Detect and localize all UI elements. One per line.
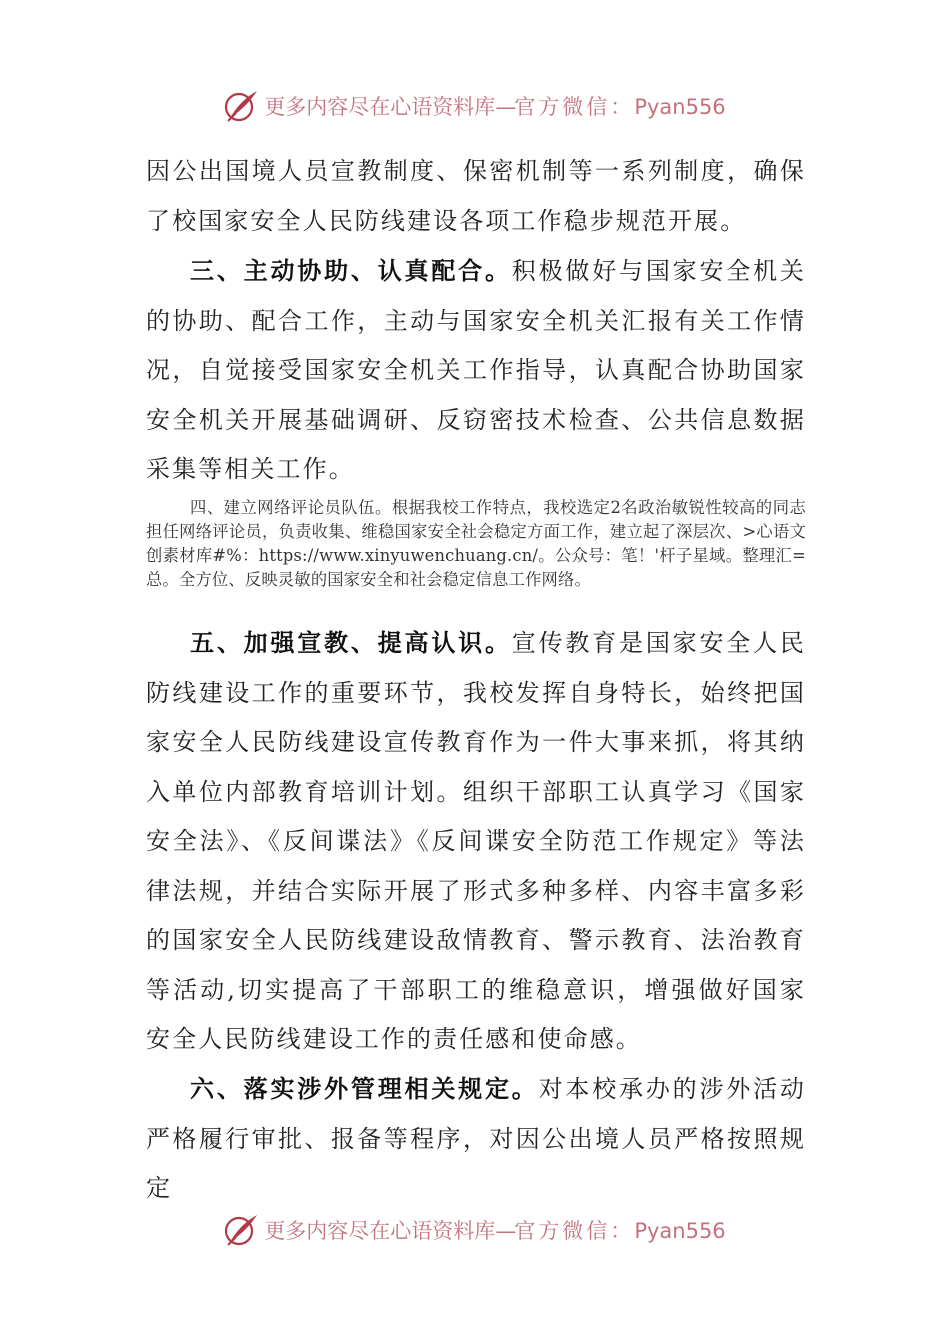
footer-watermark [0, 1208, 950, 1252]
watermark-account: Pyan556 [634, 1219, 726, 1243]
paragraph-continued: 因公出国境人员宣教制度、保密机制等一系列制度，确保了校国家安全人民防线建设各项工作稳步规范开展。 [146, 157, 806, 235]
section-three-body: 积极做好与国家安全机关的协助、配合工作，主动与国家安全机关汇报有关工作情况，自觉接受国家安全机关工作指导，认真配合协助国家安全机关开展基础调研、反窃密技术检查、公共信息数据采集等相关工作。 [146, 257, 806, 483]
watermark-official: 官方微信： [514, 1219, 635, 1243]
watermark-official: 官方微信： [514, 95, 635, 119]
watermark-brand: 更多内容尽在心语资料库 [264, 95, 496, 119]
section-six-body: 对本校承办的涉外活动严格履行审批、报备等程序，对因公出境人员严格按照规定 [146, 1075, 806, 1202]
paragraph-section-six [146, 1064, 806, 1214]
paragraph-section-five [146, 618, 806, 1065]
feather-pen-logo-icon [224, 88, 260, 124]
paragraph-section-four: 四、建立网络评论员队伍。根据我校工作特点，我校选定2名政治敏锐性较高的同志担任网络评论员，负责收集、维稳国家安全社会稳定方面工作，建立起了深层次、>心语文创素材库#%：https://www.xinyuwenchuang.cn/。公众号：笔！'杆子星域。整理汇=总。全方位、反映灵敏的国家安全和社会稳定信息工作网络。 [146, 498, 806, 589]
watermark-brand: 更多内容尽在心语资料库 [264, 1219, 496, 1243]
header-watermark [0, 84, 950, 128]
section-five-body: 宣传教育是国家安全人民防线建设工作的重要环节，我校发挥自身特长，始终把国家安全人民防线建设宣传教育作为一件大事来抓，将其纳入单位内部教育培训计划。组织干部职工认真学习《国家安全法》、《反间谍法》《反间谍安全防范工作规定》等法律法规，并结合实际开展了形式多种多样、内容丰富多彩的国家安全人民防线建设敌情教育、警示教育、法治教育等活动,切实提高了干部职工的维稳意识，增强做好国家安全人民防线建设工作的责任感和使命感。 [146, 629, 806, 1053]
watermark-text [264, 1215, 725, 1245]
watermark-separator: — [495, 1219, 515, 1243]
section-five-heading: 五、加强宣教、提高认识。 [190, 628, 512, 657]
watermark-text [264, 91, 725, 121]
watermark-separator: — [495, 95, 515, 119]
paragraph-section-three [146, 246, 806, 495]
section-three-heading: 三、主动协助、认真配合。 [190, 256, 512, 285]
feather-pen-logo-icon [224, 1212, 260, 1248]
section-six-heading: 六、落实涉外管理相关规定。 [190, 1074, 539, 1103]
watermark-account: Pyan556 [634, 95, 726, 119]
